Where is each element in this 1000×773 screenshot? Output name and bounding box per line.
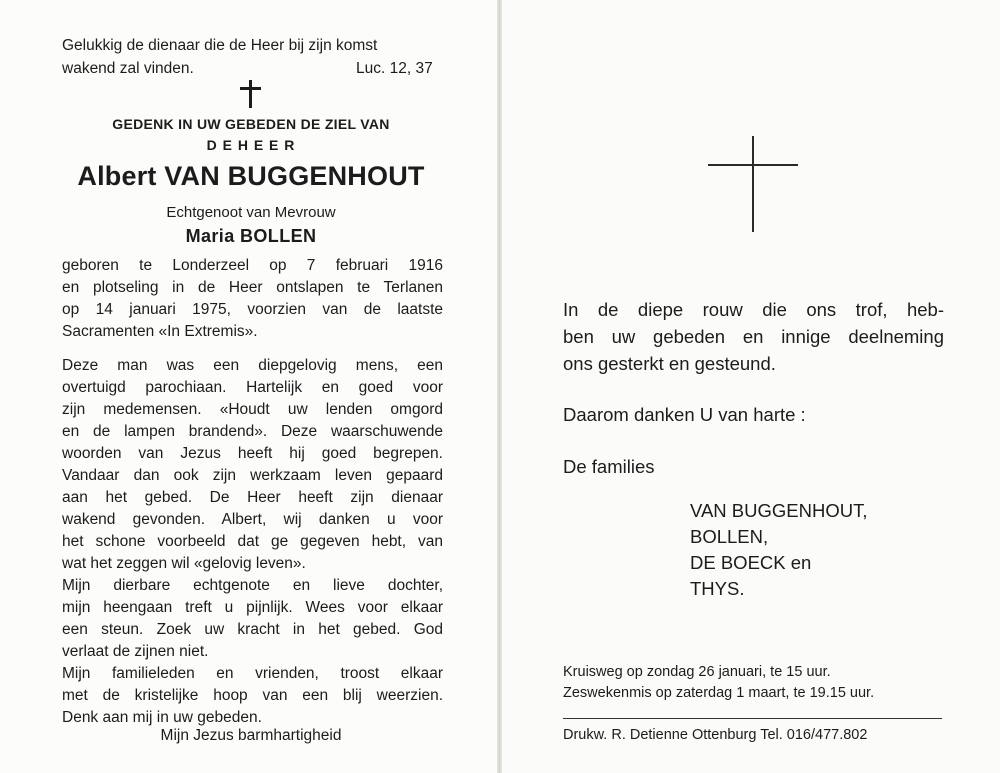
divider-line — [563, 718, 942, 719]
eulogy-line: mijn heengaan treft u pijnlijk. Wees voor elkaar — [62, 599, 443, 616]
title-de-heer: D E H E E R — [206, 137, 296, 153]
right-page — [502, 0, 1000, 773]
eulogy-line: overtuigd parochiaan. Hartelijk en goed voor — [62, 379, 443, 396]
eulogy-line: wakend gevonden. Albert, wij danken u voor — [62, 511, 443, 528]
eulogy-line: en de lampen brandend». Deze waarschuwende — [62, 423, 443, 440]
spouse-label: Echtgenoot van Mevrouw — [166, 204, 336, 221]
closing-prayer: Mijn Jezus barmhartigheid — [160, 727, 342, 744]
families-label: De families — [563, 456, 655, 477]
remembrance-heading: GEDENK IN UW GEBEDEN DE ZIEL VAN — [112, 116, 390, 132]
family-name: BOLLEN, — [690, 526, 769, 547]
eulogy-line: het schone voorbeeld dat ge gegeven hebt, van — [62, 533, 443, 550]
life-line: en plotseling in de Heer ontslapen te Terlanen — [62, 279, 443, 296]
life-line: Sacramenten «In Extremis». — [62, 323, 258, 340]
eulogy-line: aan het gebed. De Heer heeft zijn dienaar — [62, 489, 443, 506]
life-line: op 14 januari 1975, voorzien van de laatste — [62, 301, 443, 318]
bible-verse-reference: Luc. 12, 37 — [356, 60, 433, 77]
family-name: DE BOECK en — [690, 552, 812, 573]
service-zeswekenmis: Zeswekenmis op zaterdag 1 maart, te 19.15 uur. — [563, 685, 875, 701]
eulogy-line: Mijn dierbare echtgenote en lieve dochter, — [62, 577, 443, 594]
family-name: THYS. — [690, 578, 745, 599]
family-name: VAN BUGGENHOUT, — [690, 500, 868, 521]
thanks-line: In de diepe rouw die ons trof, heb- — [563, 299, 944, 320]
eulogy-line: verlaat de zijnen niet. — [62, 643, 209, 660]
cross-icon — [240, 80, 261, 108]
eulogy-line: woorden van Jezus heeft hij goed begrepen. — [62, 445, 443, 462]
thanks-line: ons gesterkt en gesteund. — [563, 353, 776, 374]
printer-credit: Drukw. R. Detienne Ottenburg Tel. 016/477.802 — [563, 727, 868, 743]
eulogy-line: zijn medemensen. «Houdt uw lenden omgord — [62, 401, 443, 418]
spouse-name: Maria BOLLEN — [185, 226, 317, 246]
thanks-closing: Daarom danken U van harte : — [563, 404, 806, 425]
eulogy-line: wat het zeggen wil «gelovig leven». — [62, 555, 306, 572]
bible-verse-line-1: Gelukkig de dienaar die de Heer bij zijn komst — [62, 37, 378, 54]
cross-icon — [708, 136, 798, 232]
eulogy-line: Vandaar dan ook zijn werkzaam leven gepaard — [62, 467, 443, 484]
eulogy-line: met de kristelijke hoop van een blij weerzien. — [62, 687, 443, 704]
bible-verse-line-2: wakend zal vinden. — [62, 60, 194, 77]
eulogy-line: Mijn familieleden en vrienden, troost elkaar — [62, 665, 443, 682]
eulogy-line: een steun. Zoek uw kracht in het gebed. God — [62, 621, 443, 638]
eulogy-line: Denk aan mij in uw gebeden. — [62, 709, 262, 726]
life-line: geboren te Londerzeel op 7 februari 1916 — [62, 257, 443, 274]
service-kruisweg: Kruisweg op zondag 26 januari, te 15 uur. — [563, 664, 831, 680]
thanks-line: ben uw gebeden en innige deelneming — [563, 326, 944, 347]
eulogy-line: Deze man was een diepgelovig mens, een — [62, 357, 443, 374]
left-page — [0, 0, 498, 773]
deceased-name: Albert VAN BUGGENHOUT — [77, 161, 425, 191]
